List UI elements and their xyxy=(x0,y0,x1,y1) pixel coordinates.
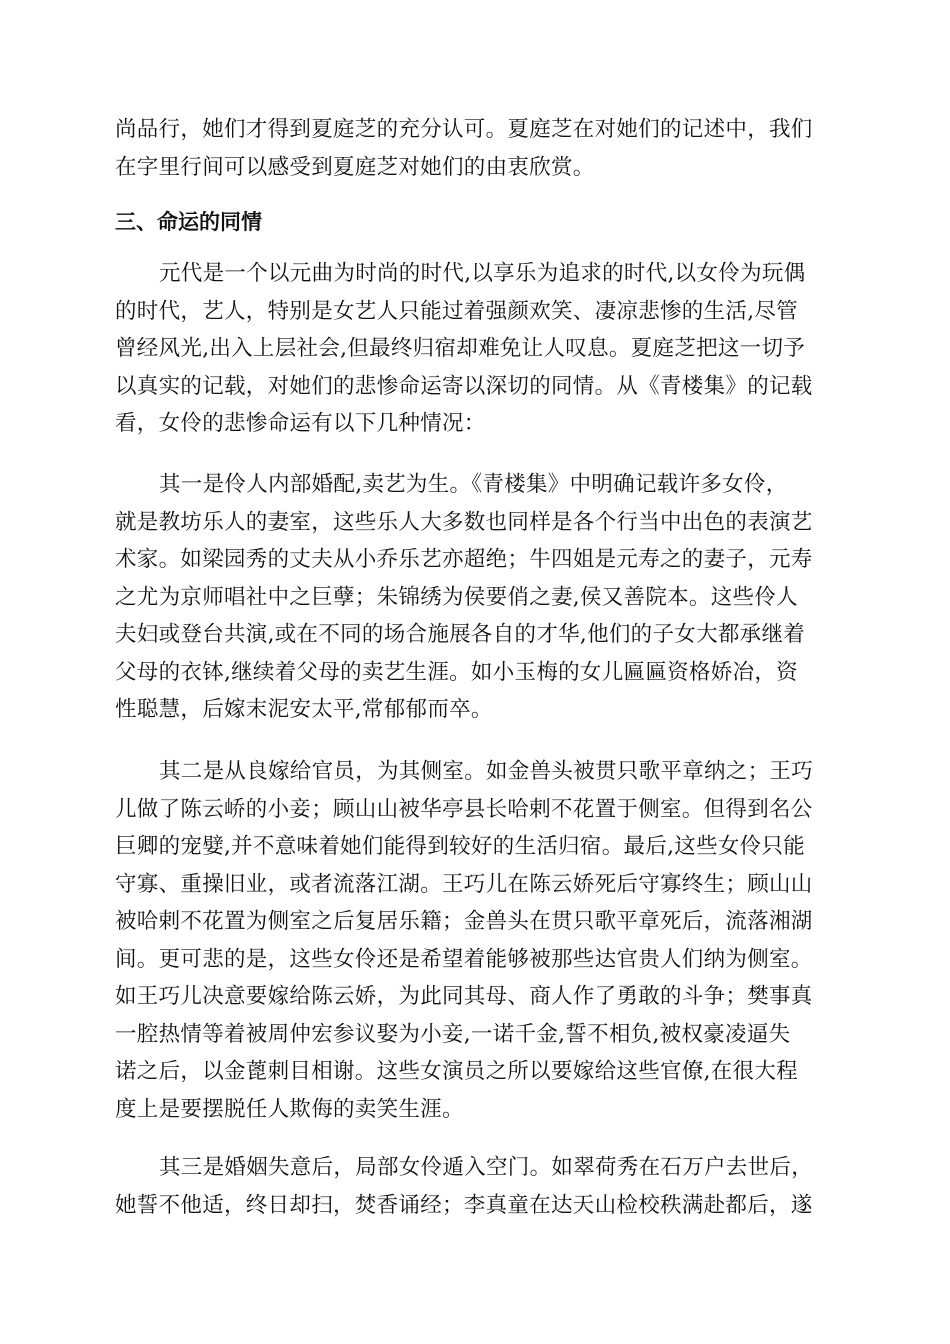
text-line: 夫妇或登台共演,或在不同的场合施展各自的才华,他们的子女大都承继着 xyxy=(115,622,806,647)
text-line: 她誓不他适，终日却扫，焚香诵经；李真童在达天山检校秩满赴都后，遂 xyxy=(115,1192,813,1218)
text-line: 元代是一个以元曲为时尚的时代,以享乐为追求的时代,以女伶为玩偶 xyxy=(159,261,806,286)
text-line: 以真实的记载，对她们的悲惨命运寄以深切的同情。从《青楼集》的记载 xyxy=(115,373,813,399)
text-line: 其一是伶人内部婚配,卖艺为生。《青楼集》中明确记载许多女伶， xyxy=(159,472,788,497)
text-line: 守寡、重操旧业，或者流落江湖。王巧儿在陈云娇死后守寡终生；顾山山 xyxy=(115,871,813,897)
paragraph-third-case xyxy=(115,1149,835,1224)
paragraph-continuation xyxy=(115,111,835,186)
text-line: 尚品行，她们才得到夏庭芝的充分认可。夏庭芝在对她们的记述中，我们 xyxy=(115,117,813,142)
text-line: 被哈剌不花置为侧室之后复居乐籍；金兽头在贯只歌平章死后，流落湘湖 xyxy=(115,909,813,934)
text-line: 曾经风光,出入上层社会,但最终归宿却难免让人叹息。夏庭芝把这一切予 xyxy=(115,336,806,361)
text-line: 的时代，艺人，特别是女艺人只能过着强颜欢笑、凄凉悲惨的生活,尽管 xyxy=(115,298,798,324)
text-line: 诺之后，以金蓖刺目相谢。这些女演员之所以要嫁给这些官僚,在很大程 xyxy=(115,1059,798,1084)
text-line: 其三是婚姻失意后，局部女伶遁入空门。如翠荷秀在石万户去世后， xyxy=(159,1155,814,1180)
text-line: 父母的衣钵,继续着父母的卖艺生涯。如小玉梅的女儿匾匾资格娇冶，资 xyxy=(115,659,798,685)
text-line: 其二是从良嫁给官员，为其侧室。如金兽头被贯只歌平章纳之；王巧 xyxy=(159,759,814,784)
text-line: 性聪慧，后嫁末泥安太平,常郁郁而卒。 xyxy=(115,697,493,722)
text-line: 之尤为京师唱社中之巨孽；朱锦绣为侯要俏之妻,侯又善院本。这些伶人 xyxy=(115,584,798,610)
text-line: 巨卿的宠嬖,并不意味着她们能得到较好的生活归宿。最后,这些女伶只能 xyxy=(115,834,806,859)
text-line: 术家。如梁园秀的丈夫从小乔乐艺亦超绝；牛四姐是元寿之的妻子，元寿 xyxy=(115,547,813,572)
text-line: 如王巧儿决意要嫁给陈云娇，为此同其母、商人作了勇敢的斗争；樊事真 xyxy=(115,984,813,1009)
paragraph-intro xyxy=(115,255,835,443)
text-line: 就是教坊乐人的妻室，这些乐人大多数也同样是各个行当中出色的表演艺 xyxy=(115,509,813,535)
text-line: 在字里行间可以感受到夏庭芝对她们的由衷欣赏。 xyxy=(115,154,595,180)
section-heading: 三、命运的同情 xyxy=(115,210,262,234)
text-line: 儿做了陈云峤的小妾；顾山山被华亭县长哈剌不花置于侧室。但得到名公 xyxy=(115,796,813,822)
text-line: 看，女伶的悲惨命运有以下几种情况： xyxy=(115,411,486,436)
paragraph-second-case xyxy=(115,753,835,1128)
paragraph-first-case xyxy=(115,466,835,729)
text-line: 间。更可悲的是，这些女伶还是希望着能够被那些达官贵人们纳为侧室。 xyxy=(115,946,813,972)
text-line: 度上是要摆脱任人欺侮的卖笑生涯。 xyxy=(115,1096,464,1122)
text-line: 一腔热情等着被周仲宏参议娶为小妾,一诺千金,誓不相负,被权豪凌逼失 xyxy=(115,1021,791,1047)
